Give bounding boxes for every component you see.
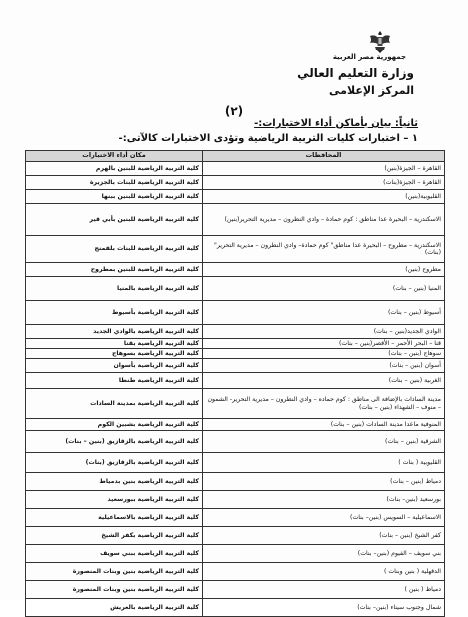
table-row xyxy=(26,349,445,359)
location-cell: كلية التربية الرياضية بالزقازيق (بنين – بنات) xyxy=(26,431,203,453)
table-row xyxy=(26,599,445,617)
governorate-cell: الشرقية (بنين – بنات) xyxy=(203,431,445,453)
section-subtitle: ١ – اختبارات كليات التربية الرياضية وتؤدى الاختبارات كالآتى:- xyxy=(118,133,418,144)
table-row xyxy=(26,453,445,473)
governorate-cell: المنيا (بنين – بنات) xyxy=(203,277,445,301)
location-cell: كلية التربية الرياضية بنين وبنات المنصورة xyxy=(26,581,203,599)
governorate-cell: مدينة السادات بالإضافة الى مناطق : كوم حماده – وادي النطرون – مديرية التحرير- الشمون – منوف – الشهداء (بنين – بنات) xyxy=(203,389,445,419)
governorate-cell: مطروح (بنين) xyxy=(203,263,445,277)
table-row xyxy=(26,190,445,204)
governorate-cell: الوادي الجديد(بنين – بنات) xyxy=(203,325,445,339)
location-cell: كلية التربية الرياضية ببورسعيد xyxy=(26,491,203,509)
governorate-cell: سوهاج (بنين – بنات) xyxy=(203,349,445,359)
location-cell: كلية التربية الرياضية بنين وبنات المنصورة xyxy=(26,563,203,581)
location-cell: كلية التربية الرياضية بنين بدمياط xyxy=(26,473,203,491)
country-name: جمهورية مصر العربية xyxy=(332,53,406,61)
table-row xyxy=(26,236,445,263)
location-cell: كلية التربية الرياضية للبنين بمطروح xyxy=(26,263,203,277)
header-governorate: المحافظات xyxy=(203,151,445,162)
governorate-cell: المنوفية ماعدا مدينة السادات (بنين – بنات) xyxy=(203,419,445,431)
table-row xyxy=(26,325,445,339)
governorate-cell: الاسكندرية – البحيرة عدا مناطق : كوم حمادة – وادي النطرون – مديرية التحرير(بنين) xyxy=(203,204,445,236)
table-row xyxy=(26,581,445,599)
location-cell: كلية التربية الرياضية بالزقازيق (بنات) xyxy=(26,453,203,473)
location-cell: كلية التربية الرياضية بقنا xyxy=(26,339,203,349)
header-location: مكان أداء الاختبارات xyxy=(26,151,203,162)
table-row xyxy=(26,545,445,563)
ministry-name: وزارة التعليم العالي xyxy=(297,66,414,80)
location-cell: كلية التربية الرياضية بالاسماعيلية xyxy=(26,509,203,527)
location-cell: كلية التربية الرياضية بمدينة السادات xyxy=(26,389,203,419)
governorate-cell: دمياط ( بنين ) xyxy=(203,581,445,599)
governorate-cell: القاهرة – الجيزة(بنات) xyxy=(203,176,445,190)
table-row xyxy=(26,263,445,277)
page-number: (٢) xyxy=(224,104,244,118)
table-header-row xyxy=(26,151,445,162)
table-row xyxy=(26,204,445,236)
table-row xyxy=(26,527,445,545)
eagle-emblem-icon xyxy=(369,30,391,54)
location-cell: كلية التربية الرياضية بأسوان xyxy=(26,359,203,373)
table-row xyxy=(26,509,445,527)
governorate-cell: أسيوط (بنين – بنات) xyxy=(203,301,445,325)
location-cell: كلية التربية الرياضية للبنات بلقمنج xyxy=(26,236,203,263)
governorate-cell: القاهرة – الجيزة(بنين) xyxy=(203,162,445,176)
governorate-cell: الغربية (بنين – بنات) xyxy=(203,373,445,389)
governorate-cell: الاسماعيلية – السويس (بنين– بنات) xyxy=(203,509,445,527)
table-row xyxy=(26,339,445,349)
table-row xyxy=(26,491,445,509)
location-cell: كلية التربية الرياضية للبنين ببنها xyxy=(26,190,203,204)
table-row xyxy=(26,162,445,176)
location-cell: كلية التربية الرياضية ببني سويف xyxy=(26,545,203,563)
table-row xyxy=(26,176,445,190)
location-cell: كلية التربية الرياضية بالوادي الجديد xyxy=(26,325,203,339)
table-row xyxy=(26,301,445,325)
location-cell: كلية التربية الرياضية بسوهاج xyxy=(26,349,203,359)
table-row xyxy=(26,359,445,373)
governorate-cell: أسوان (بنين – بنات) xyxy=(203,359,445,373)
governorate-cell: شمال وجنوب سيناء (بنين– بنات) xyxy=(203,599,445,617)
table-row xyxy=(26,419,445,431)
location-cell: كلية التربية الرياضية بكفر الشيخ xyxy=(26,527,203,545)
table-row xyxy=(26,431,445,453)
governorate-cell: دمياط (بنين – بنات) xyxy=(203,473,445,491)
location-cell: كلية التربية الرياضية بالعريش xyxy=(26,599,203,617)
table-row xyxy=(26,373,445,389)
media-center-name: المركز الإعلامى xyxy=(329,84,414,97)
governorate-cell: بني سويف – الفيوم (بنين– بنات) xyxy=(203,545,445,563)
table-row xyxy=(26,473,445,491)
governorate-cell: القليوبية ( بنات ) xyxy=(203,453,445,473)
section-title: ثانياً: بيان بأماكن أداء الاختبارات:- xyxy=(254,118,418,129)
table-row xyxy=(26,389,445,419)
location-cell: كلية التربية الرياضية بالمنيا xyxy=(26,277,203,301)
location-cell: كلية التربية الرياضية بأسيوط xyxy=(26,301,203,325)
governorate-cell: كفر الشيخ (بنين – بنات) xyxy=(203,527,445,545)
governorate-cell: الاسكندرية – مطروح – البحيرة عدا مناطق" كوم حمادة– وادي النطرون – مديرية التحرير"(بنات) xyxy=(203,236,445,263)
governorate-cell: بورسعيد (بنين– بنات) xyxy=(203,491,445,509)
governorate-cell: الدقهلية ( بنين وبنات ) xyxy=(203,563,445,581)
location-cell: كلية التربية الرياضية طنطا xyxy=(26,373,203,389)
governorate-cell: القليوبية(بنين) xyxy=(203,190,445,204)
table-row xyxy=(26,563,445,581)
governorate-cell: قنا – البحر الأحمر – الأقصر(بنين – بنات) xyxy=(203,339,445,349)
table-row xyxy=(26,277,445,301)
location-cell: كلية التربية الرياضية بشبين الكوم xyxy=(26,419,203,431)
location-cell: كلية التربية الرياضية للبنين بالهرم xyxy=(26,162,203,176)
exam-locations-table xyxy=(25,150,445,617)
location-cell: كلية التربية الرياضية للبنات بالجزيرة xyxy=(26,176,203,190)
location-cell: كلية التربية الرياضية للبنين بأبي قير xyxy=(26,204,203,236)
